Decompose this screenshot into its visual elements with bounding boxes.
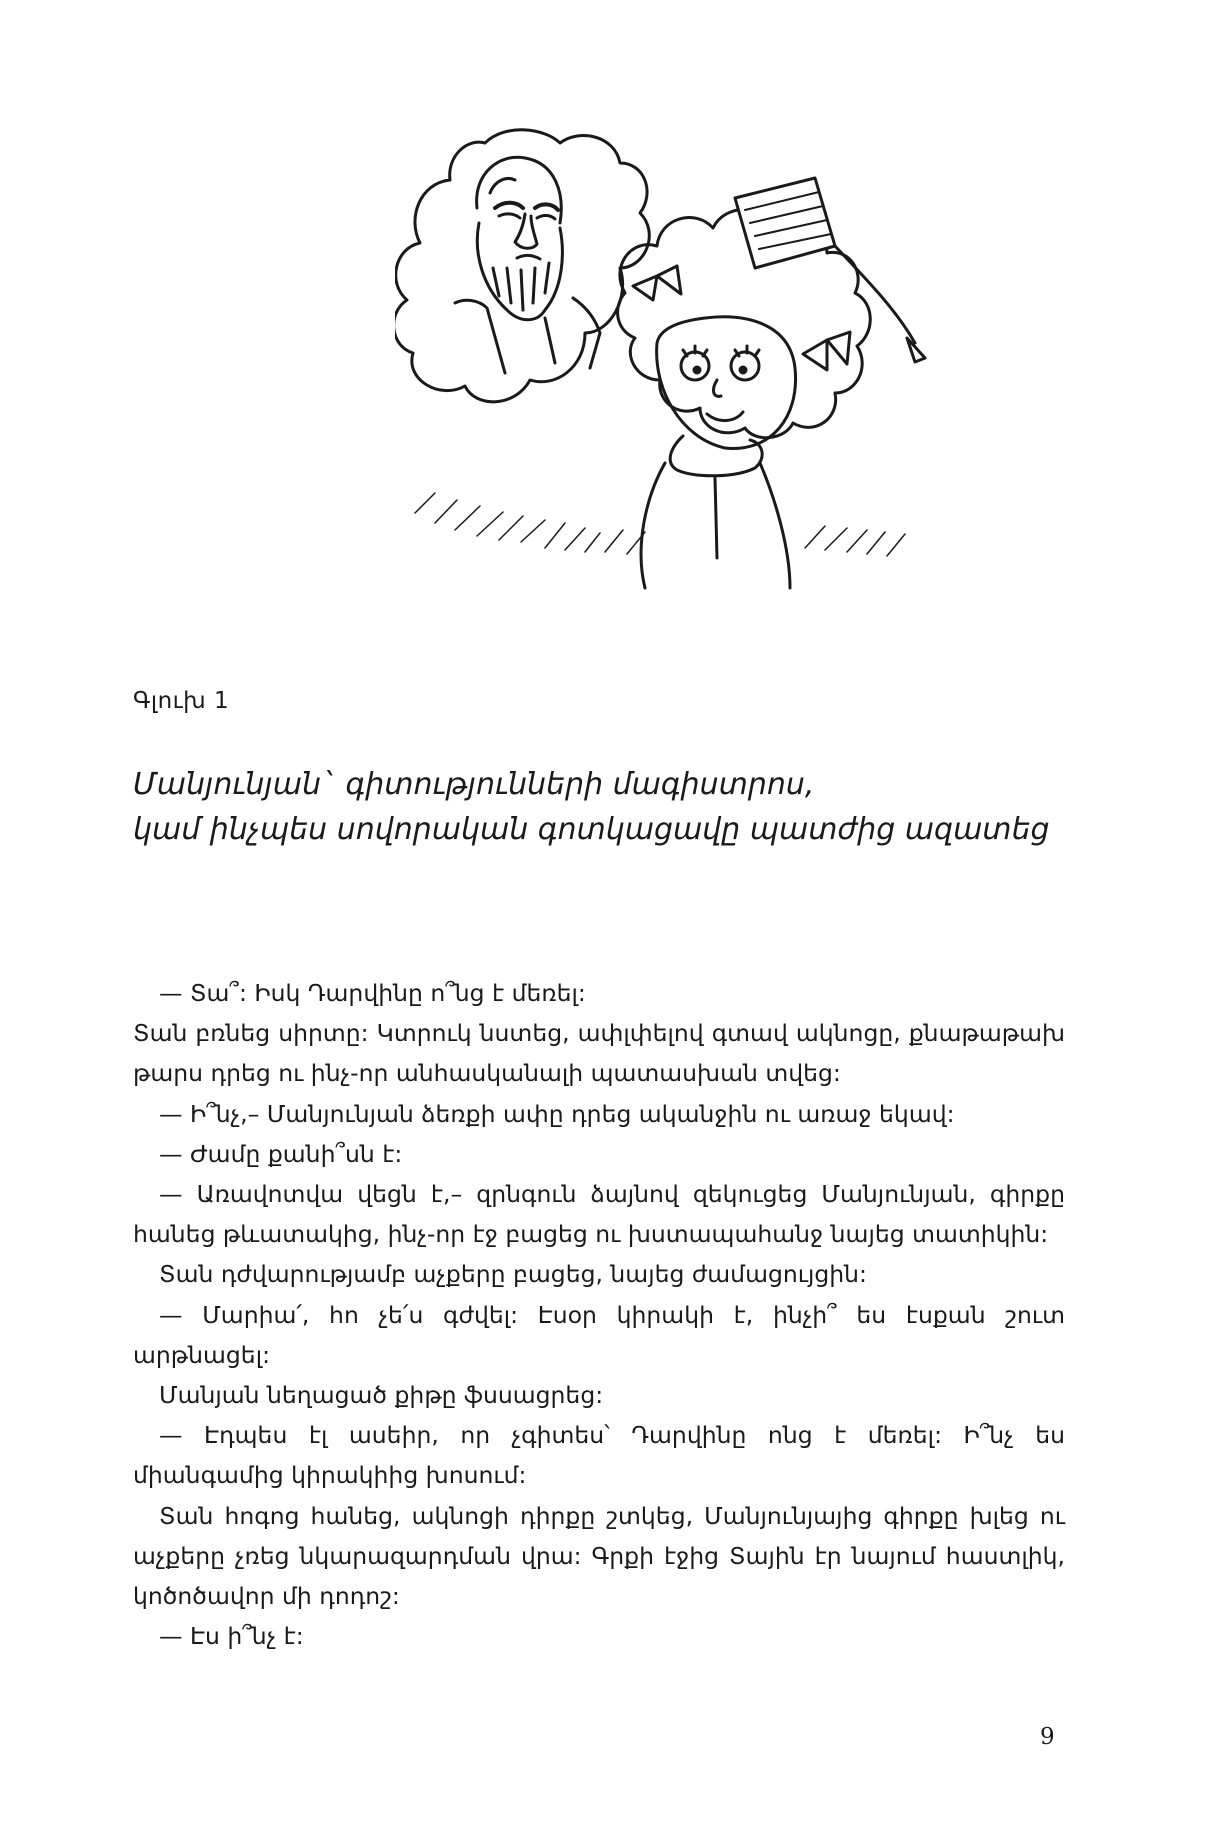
hatching (415, 493, 905, 556)
page-number: 9 (1040, 1724, 1055, 1750)
paragraph: Տան դժվարությամբ աչքերը բացեց, նայեց ժամացույցին: (159, 1260, 867, 1289)
paragraph: Տան բռնեց սիրտը: Կտրուկ նստեց, ափլփելով գտավ ակնոցը, քնաթաթախ թարս դրեց ու ինչ-որ անհասկանալի պատասխան տվեց: (133, 1019, 1065, 1088)
paragraph: — Առավոտվա վեցն է,– զրնգուն ձայնով զեկուցեց Մանյունյան, գիրքը հանեց թևատակից, ինչ-որ էջ բացեց ու խստապահանջ նայեց տատիկին: (133, 1180, 1065, 1249)
chapter-title (133, 762, 1113, 852)
thought-bubble (395, 130, 649, 402)
chapter-label: Գլուխ 1 (133, 688, 230, 714)
chapter-title-line-1: Մանյունյան` գիտությունների մագիստրոս, (133, 767, 815, 802)
paragraph: — Ժամը քանի՞սն է: (159, 1139, 403, 1168)
paragraph: Տան հոգոց հանեց, ակնոցի դիրքը շտկեց, Մանյունյայից գիրքը խլեց ու աչքերը չռեց նկարազարդման վրա: Գրքի էջից Տային էր նայում հաստլիկ, կոծոծավոր մի դոդոշ: (133, 1501, 1065, 1611)
paragraph: — Ի՞նչ,– Մանյունյան ձեռքի ափը դրեց ականջին ու առաջ եկավ: (159, 1099, 955, 1128)
chapter-title-line-2: կամ ինչպես սովորական գոտկացավը պատժից ազատեց (133, 812, 1050, 847)
graduation-cap (735, 178, 925, 362)
girl-dress (641, 436, 790, 588)
paragraph: Մանյան նեղացած քիթը ֆսսացրեց: (159, 1381, 604, 1410)
darwin-portrait (455, 157, 600, 373)
paragraph: — Էս ի՞նչ է: (159, 1622, 304, 1651)
chapter-illustration (395, 118, 1095, 678)
girl-face (657, 317, 796, 449)
paragraph: — Մարիա՛, հո չե՛ս գժվել: Էսօր կիրակի է, ինչի՞ ես էսքան շուտ արթնացել: (133, 1300, 1065, 1369)
paragraph: — Էդպես էլ ասեիր, որ չգիտես՝ Դարվինը ոնց է մեռել: Ի՞նչ ես միանգամից կիրակիից խոսում: (133, 1421, 1065, 1490)
paragraph: — Տա՞: Իսկ Դարվինը ո՞նց է մեռել: (159, 979, 586, 1007)
body-text (133, 973, 1065, 1656)
